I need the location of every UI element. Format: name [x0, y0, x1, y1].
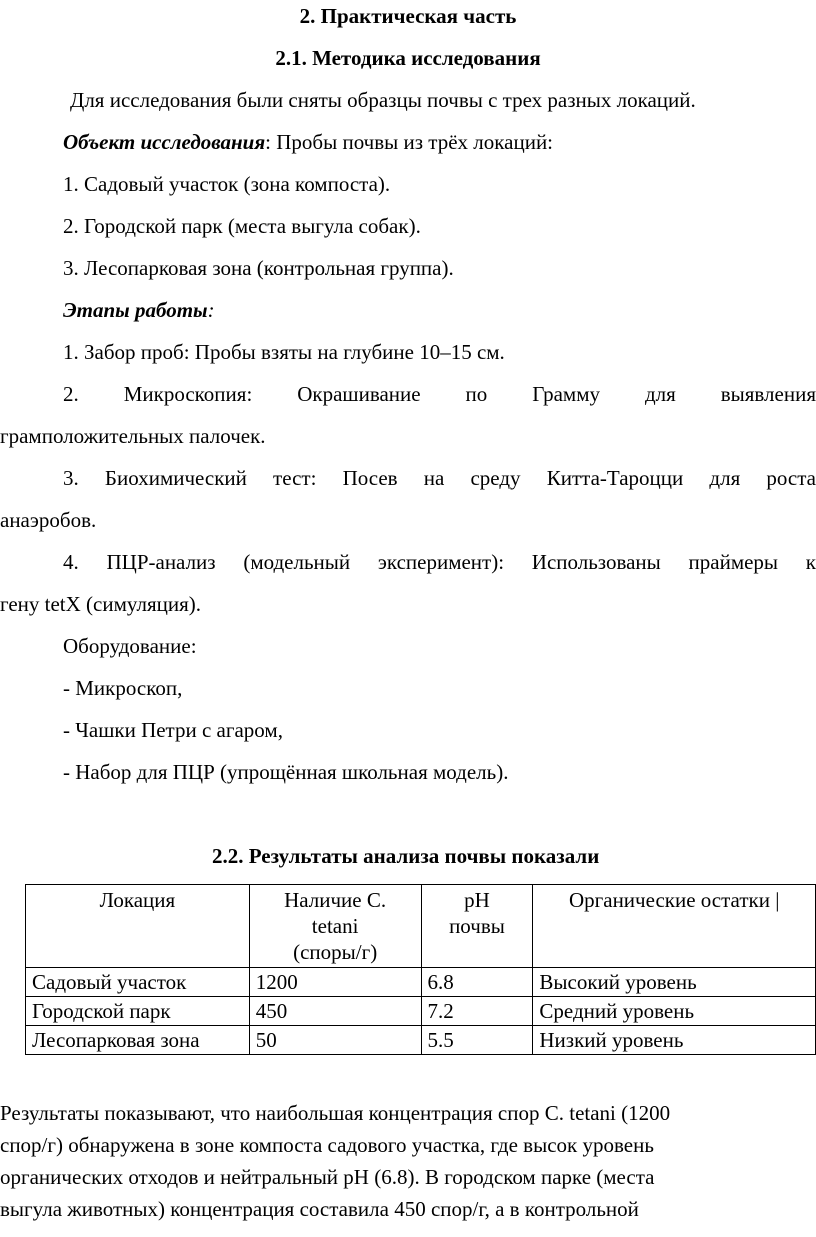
- cell-organic: Средний уровень: [533, 997, 816, 1026]
- table-row: [26, 997, 816, 1026]
- conclusion-line-1: Результаты показывают, что наибольшая концентрация спор C. tetani (1200: [0, 1101, 671, 1125]
- header-spores-line: (споры/г): [293, 940, 378, 964]
- equipment-label: Оборудование:: [63, 634, 197, 658]
- header-organic: [533, 885, 816, 968]
- equipment-item-2: - Чашки Петри с агаром,: [63, 718, 283, 742]
- conclusion-line-2: спор/г) обнаружена в зоне компоста садового участка, где высок уровень: [0, 1133, 654, 1157]
- stage-item-4-cont: гену tetX (симуляция).: [0, 592, 201, 616]
- table-header-row: [26, 885, 816, 968]
- location-item-3: 3. Лесопарковая зона (контрольная группа).: [63, 256, 454, 280]
- header-spores: [249, 885, 421, 968]
- cell-organic: Высокий уровень: [533, 968, 816, 997]
- stage-item-4-text: 4. ПЦР-анализ (модельный эксперимент): Использованы праймеры к: [63, 550, 816, 574]
- cell-spores: 1200: [249, 968, 421, 997]
- stage-item-3: [63, 466, 816, 490]
- intro-text: Для исследования были сняты образцы почвы с трех разных локаций.: [70, 88, 696, 112]
- stage-item-3-text: 3. Биохимический тест: Посев на среду Китта-Тароцци для роста: [63, 466, 816, 490]
- header-spores-line: tetani: [311, 914, 359, 938]
- cell-location: Садовый участок: [26, 968, 250, 997]
- stages-label: Этапы работы: [63, 298, 208, 322]
- header-spores-line: Наличие C.: [284, 888, 387, 912]
- stage-item-3-cont: анаэробов.: [0, 508, 97, 532]
- section-title: 2. Практическая часть: [299, 4, 517, 28]
- header-ph-line: pH: [464, 888, 490, 912]
- stage-item-2-cont: грамположительных палочек.: [0, 424, 266, 448]
- stages-heading: [63, 298, 215, 322]
- table-row: [26, 1026, 816, 1055]
- conclusion-line-3: органических отходов и нейтральный pH (6.8). В городском парке (места: [0, 1165, 655, 1189]
- equipment-item-3: - Набор для ПЦР (упрощённая школьная модель).: [63, 760, 509, 784]
- header-ph: [421, 885, 533, 968]
- header-location-line: Локация: [99, 888, 176, 912]
- table-row: [26, 968, 816, 997]
- conclusion-line-4: выгула животных) концентрация составила 450 спор/г, а в контрольной: [0, 1197, 639, 1221]
- cell-location: Городской парк: [26, 997, 250, 1026]
- object-text: : Пробы почвы из трёх локаций:: [265, 130, 554, 154]
- stage-item-2-text: 2. Микроскопия: Окрашивание по Грамму для выявления: [63, 382, 816, 406]
- cell-spores: 50: [249, 1026, 421, 1055]
- results-title: 2.2. Результаты анализа почвы показали: [212, 844, 600, 868]
- cell-spores: 450: [249, 997, 421, 1026]
- cell-ph: 6.8: [421, 968, 533, 997]
- cell-location: Лесопарковая зона: [26, 1026, 250, 1055]
- header-ph-line: почвы: [449, 914, 505, 938]
- stages-colon: :: [207, 298, 215, 322]
- subsection-title: 2.1. Методика исследования: [275, 46, 541, 70]
- stage-item-1: 1. Забор проб: Пробы взяты на глубине 10–15 см.: [63, 340, 505, 364]
- location-item-1: 1. Садовый участок (зона компоста).: [63, 172, 391, 196]
- equipment-item-1: - Микроскоп,: [63, 676, 183, 700]
- stage-item-2: [63, 382, 816, 406]
- header-location: [26, 885, 250, 968]
- cell-ph: 5.5: [421, 1026, 533, 1055]
- object-line: [63, 130, 553, 154]
- location-item-2: 2. Городской парк (места выгула собак).: [63, 214, 421, 238]
- object-label: Объект исследования: [63, 130, 266, 154]
- results-table: [25, 884, 816, 1055]
- cell-ph: 7.2: [421, 997, 533, 1026]
- stage-item-4: [63, 550, 816, 574]
- header-organic-line: Органические остатки |: [568, 888, 780, 912]
- cell-organic: Низкий уровень: [533, 1026, 816, 1055]
